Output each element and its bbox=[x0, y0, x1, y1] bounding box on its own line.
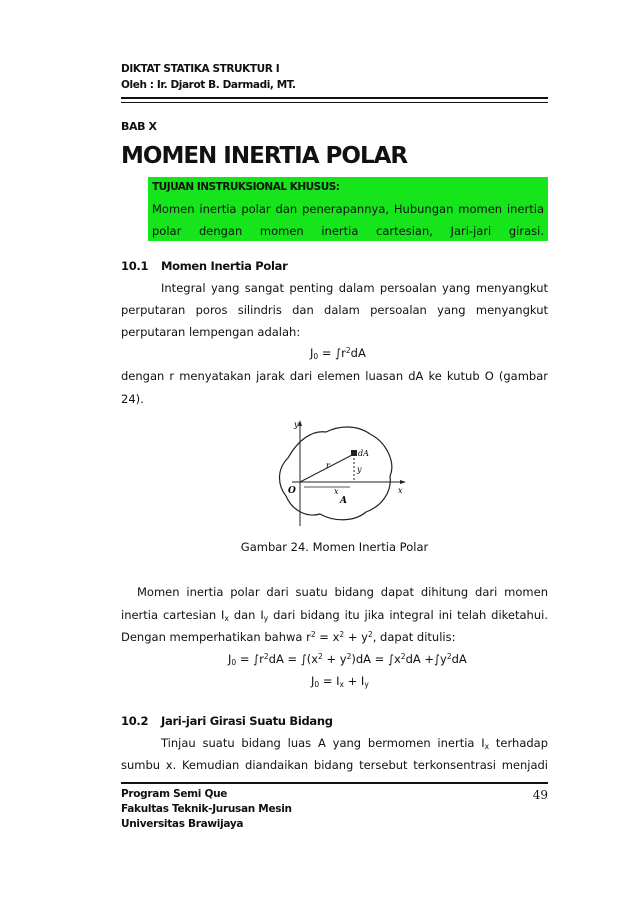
objectives-line-2: polar dengan momen inertia cartesian, Jari-jari girasi. bbox=[152, 224, 544, 238]
header-rule-thin bbox=[121, 102, 548, 103]
y-axis-arrow bbox=[298, 420, 302, 426]
x-axis-arrow bbox=[400, 480, 406, 484]
footer-faculty: Fakultas Teknik-Jurusan Mesin bbox=[121, 803, 292, 815]
area-outline bbox=[280, 427, 392, 520]
objectives-line-1: Momen inertia polar dan penerapannya, Hubungan momen inertia bbox=[152, 202, 544, 216]
footer-university: Universitas Brawijaya bbox=[121, 818, 244, 830]
section-number: 10.1 bbox=[121, 259, 149, 273]
paragraph-line: perputaran lempengan adalah: bbox=[121, 325, 301, 339]
page-number: 49 bbox=[532, 788, 548, 802]
label-r: r bbox=[326, 461, 330, 470]
paragraph-line: Dengan memperhatikan bahwa $r^2 = x^2 + y^2$, dapat ditulis: bbox=[121, 630, 456, 644]
equation-polar-sum: $J_0 = I_x + I_y$ bbox=[311, 674, 369, 689]
paragraph-line: perputaran poros silindris dan dalam persoalan yang menyangkut bbox=[121, 303, 548, 317]
footer-program: Program Semi Que bbox=[121, 788, 228, 800]
chapter-title: MOMEN INERTIA POLAR bbox=[121, 143, 408, 169]
paragraph-line: 24). bbox=[121, 392, 144, 406]
chapter-label: BAB X bbox=[121, 120, 157, 133]
label-axis-x: x bbox=[398, 486, 403, 495]
equation-polar-expansion: $J_0 = \int r^2dA = \int(x^2 + y^2)dA = \int x^2dA +\int y^2dA$ bbox=[228, 652, 467, 667]
section-title: Momen Inertia Polar bbox=[161, 259, 288, 273]
label-y: y bbox=[357, 465, 362, 474]
paragraph-line: inertia cartesian $I_x$ dan $I_y$ dari bidang itu jika integral ini telah diketahui. bbox=[121, 608, 548, 623]
objectives-heading: TUJUAN INSTRUKSIONAL KHUSUS: bbox=[152, 181, 340, 193]
header-rule-thick bbox=[121, 97, 548, 99]
label-axis-y: y bbox=[294, 420, 299, 429]
section-title: Jari-jari Girasi Suatu Bidang bbox=[161, 714, 333, 728]
footer-rule bbox=[121, 782, 548, 784]
running-header-title: DIKTAT STATIKA STRUKTUR I bbox=[121, 63, 280, 75]
label-x: x bbox=[334, 487, 339, 496]
paragraph-line: Momen inertia polar dari suatu bidang dapat dihitung dari momen bbox=[137, 585, 548, 599]
paragraph-line: Tinjau suatu bidang luas A yang bermomen inertia $I_x$ terhadap bbox=[161, 736, 549, 751]
running-header-author: Oleh : Ir. Djarot B. Darmadi, MT. bbox=[121, 79, 296, 91]
equation-polar-moment: $J_0 = \int r^2dA$ bbox=[310, 346, 366, 361]
paragraph-line: sumbu x. Kemudian diandaikan bidang tersebut terkonsentrasi menjadi bbox=[121, 758, 548, 772]
paragraph-line: dengan r menyatakan jarak dari elemen luasan dA ke kutub O (gambar bbox=[121, 369, 548, 383]
figure-polar-moment-diagram bbox=[258, 418, 410, 530]
area-element bbox=[351, 450, 357, 456]
figure-caption: Gambar 24. Momen Inertia Polar bbox=[240, 540, 429, 554]
section-number: 10.2 bbox=[121, 714, 149, 728]
label-origin: O bbox=[288, 486, 296, 496]
label-dA: dA bbox=[358, 449, 369, 458]
label-area: A bbox=[340, 496, 347, 506]
paragraph-line: Integral yang sangat penting dalam persoalan yang menyangkut bbox=[161, 281, 548, 295]
